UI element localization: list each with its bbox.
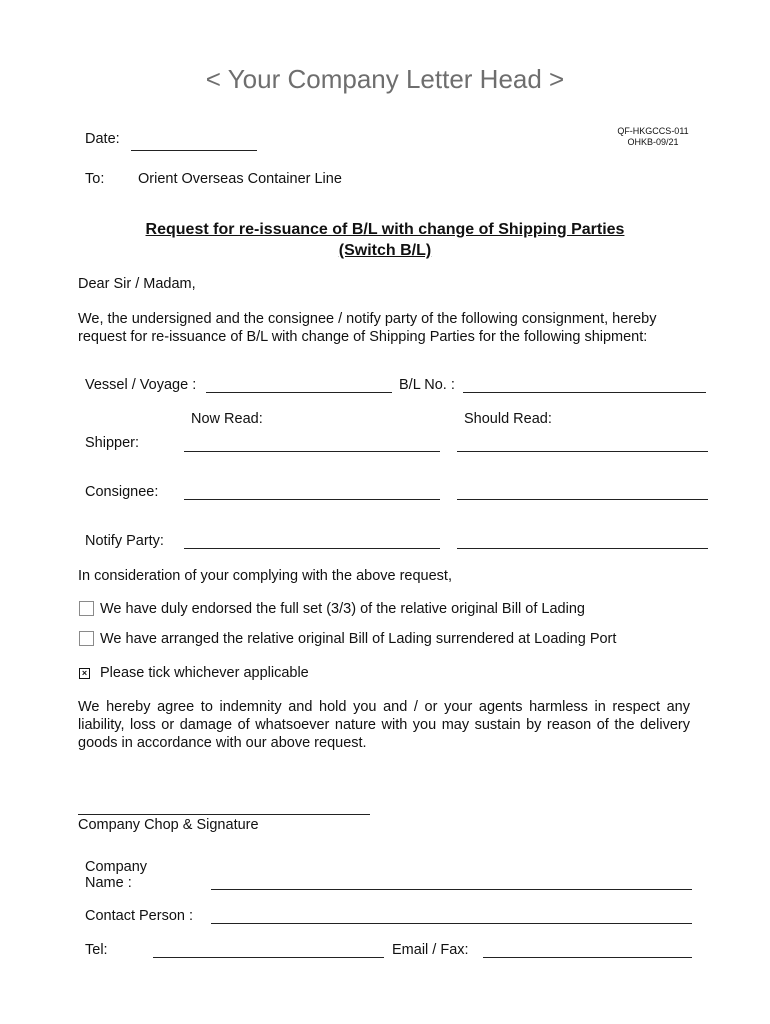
consideration-text: In consideration of your complying with the above request,: [78, 568, 452, 584]
email-fax-field[interactable]: [483, 957, 692, 958]
contact-person-field[interactable]: [211, 923, 692, 924]
vessel-voyage-field[interactable]: [206, 392, 392, 393]
form-code-line1: QF-HKGCCS-011: [617, 126, 689, 136]
consignee-now-field[interactable]: [184, 499, 440, 500]
signature-label: Company Chop & Signature: [78, 817, 259, 833]
should-read-heading: Should Read:: [464, 411, 552, 427]
salutation: Dear Sir / Madam,: [78, 276, 196, 292]
email-fax-label: Email / Fax:: [392, 942, 469, 958]
company-name-label-line1: Company: [85, 859, 148, 875]
signature-field[interactable]: [78, 814, 370, 815]
notify-party-label: Notify Party:: [85, 533, 164, 549]
form-code: [603, 126, 703, 148]
shipper-now-field[interactable]: [184, 451, 440, 452]
tel-label: Tel:: [85, 942, 108, 958]
vessel-voyage-label: Vessel / Voyage :: [85, 377, 197, 393]
date-label: Date:: [85, 131, 120, 147]
bl-number-label: B/L No. :: [399, 377, 455, 393]
endorsed-checkbox[interactable]: [79, 601, 94, 616]
shipper-should-field[interactable]: [457, 451, 708, 452]
form-code-line2: OHKB-09/21: [627, 137, 679, 147]
consignee-should-field[interactable]: [457, 499, 708, 500]
endorsed-option-label: We have duly endorsed the full set (3/3) of the relative original Bill of Lading: [100, 601, 585, 617]
tick-instruction: Please tick whichever applicable: [100, 665, 309, 681]
tick-example-icon: ×: [79, 668, 90, 679]
surrendered-option-label: We have arranged the relative original Bill of Lading surrendered at Loading Port: [100, 631, 617, 647]
tel-field[interactable]: [153, 957, 384, 958]
bl-number-field[interactable]: [463, 392, 706, 393]
indemnity-paragraph: We hereby agree to indemnity and hold you and / or your agents harmless in respect any liability, loss or damage of whatsoever nature with you may sustain by reason of the delivery goods in accordance with our above request.: [78, 699, 690, 751]
recipient-name: Orient Overseas Container Line: [138, 171, 342, 187]
letterhead-placeholder: < Your Company Letter Head >: [205, 64, 565, 94]
now-read-heading: Now Read:: [191, 411, 263, 427]
date-field[interactable]: [131, 150, 257, 151]
shipper-label: Shipper:: [85, 435, 140, 451]
to-label: To:: [85, 171, 105, 187]
notify-now-field[interactable]: [184, 548, 440, 549]
company-name-label-line2: Name :: [85, 875, 132, 891]
notify-should-field[interactable]: [457, 548, 708, 549]
form-title-line2: (Switch B/L): [338, 242, 432, 259]
surrendered-checkbox[interactable]: [79, 631, 94, 646]
consignee-label: Consignee:: [85, 484, 159, 500]
company-name-field[interactable]: [211, 889, 692, 890]
contact-person-label: Contact Person :: [85, 908, 193, 924]
intro-paragraph: We, the undersigned and the consignee / notify party of the following consignment, hereby request for re-issuance of B/L with change of Shipping Parties for the following shipment:: [78, 311, 657, 345]
form-title-line1: Request for re-issuance of B/L with change of Shipping Parties: [145, 221, 625, 238]
